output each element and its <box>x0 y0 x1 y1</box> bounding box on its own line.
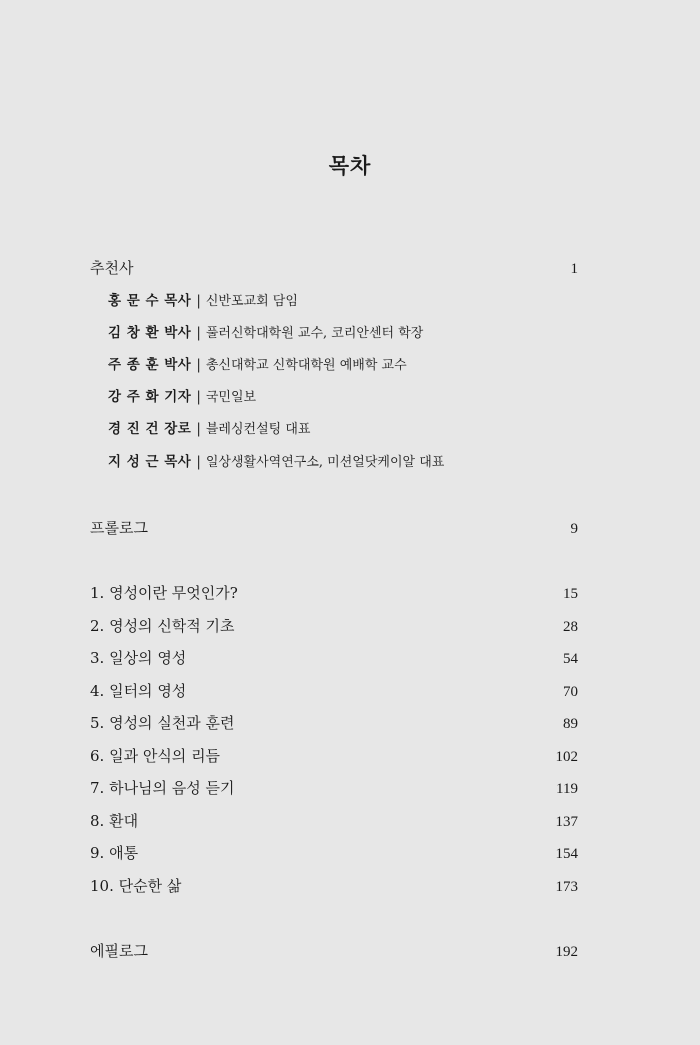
recommender-affiliation: 총신대학교 신학대학원 예배학 교수 <box>205 358 407 373</box>
recommender-name: 경 진 건 장로 <box>108 421 192 437</box>
toc-chapter <box>90 712 578 733</box>
toc-chapter-label: 5. 영성의 실천과 훈련 <box>90 714 235 732</box>
toc-chapter-page: 137 <box>555 814 578 830</box>
toc-chapter <box>90 777 578 798</box>
toc-chapter <box>90 680 578 701</box>
toc-entry-epilogue <box>90 940 578 961</box>
toc-chapter-page: 70 <box>563 684 578 700</box>
toc-chapter <box>90 842 578 863</box>
recommender-item <box>108 321 423 341</box>
toc-chapter-label: 10. 단순한 삶 <box>90 877 182 895</box>
toc-chapter-page: 173 <box>555 879 578 895</box>
recommender-affiliation: 국민일보 <box>205 390 257 405</box>
toc-chapter-page: 89 <box>563 716 578 732</box>
separator: | <box>196 293 201 309</box>
toc-chapter-label: 6. 일과 안식의 리듬 <box>90 747 221 765</box>
toc-chapter-page: 54 <box>563 651 578 667</box>
toc-chapter-page: 119 <box>556 781 578 797</box>
recommender-item <box>108 450 444 470</box>
toc-chapter <box>90 615 578 636</box>
recommender-name: 홍 문 수 목사 <box>108 293 192 309</box>
toc-chapter-label: 3. 일상의 영성 <box>90 649 187 667</box>
toc-entry-page: 192 <box>555 944 578 960</box>
recommender-name: 지 성 근 목사 <box>108 454 192 470</box>
recommender-affiliation: 블레싱컨설팅 대표 <box>205 422 311 437</box>
recommender-item <box>108 353 407 373</box>
toc-chapter-page: 102 <box>555 749 578 765</box>
recommender-item <box>108 289 298 309</box>
toc-chapter-page: 15 <box>563 586 578 602</box>
toc-chapter-page: 28 <box>563 619 578 635</box>
toc-chapter-label: 9. 애통 <box>90 844 139 862</box>
toc-entry-label: 프롤로그 <box>90 519 148 537</box>
separator: | <box>196 389 201 405</box>
recommender-affiliation: 신반포교회 담임 <box>205 294 298 309</box>
toc-entry-label: 추천사 <box>90 259 134 277</box>
toc-chapter <box>90 647 578 668</box>
recommender-item <box>108 385 256 405</box>
toc-entry-page: 9 <box>570 521 578 537</box>
toc-chapter-page: 154 <box>555 846 578 862</box>
recommender-name: 김 창 환 박사 <box>108 325 192 341</box>
recommender-item <box>108 417 310 437</box>
separator: | <box>196 357 201 373</box>
toc-chapter <box>90 745 578 766</box>
toc-chapter <box>90 875 578 896</box>
toc-entry-page: 1 <box>570 261 578 277</box>
recommender-name: 주 종 훈 박사 <box>108 357 192 373</box>
toc-chapter-label: 4. 일터의 영성 <box>90 682 187 700</box>
recommender-name: 강 주 화 기자 <box>108 389 192 405</box>
separator: | <box>196 325 201 341</box>
toc-entry-prologue <box>90 517 578 538</box>
toc-entry-recommend <box>90 257 578 278</box>
toc-chapter-label: 2. 영성의 신학적 기초 <box>90 617 235 635</box>
toc-chapter-label: 8. 환대 <box>90 812 139 830</box>
toc-entry-label: 에필로그 <box>90 942 148 960</box>
separator: | <box>196 421 201 437</box>
toc-chapter <box>90 810 578 831</box>
toc-chapter <box>90 582 578 603</box>
recommender-affiliation: 풀러신학대학원 교수, 코리안센터 학장 <box>205 326 424 341</box>
recommender-affiliation: 일상생활사역연구소, 미션얼닷케이알 대표 <box>205 455 445 470</box>
page-title: 목차 <box>328 154 372 178</box>
toc-chapter-label: 7. 하나님의 음성 듣기 <box>90 779 235 797</box>
separator: | <box>196 454 201 470</box>
toc-chapter-label: 1. 영성이란 무엇인가? <box>90 584 238 602</box>
